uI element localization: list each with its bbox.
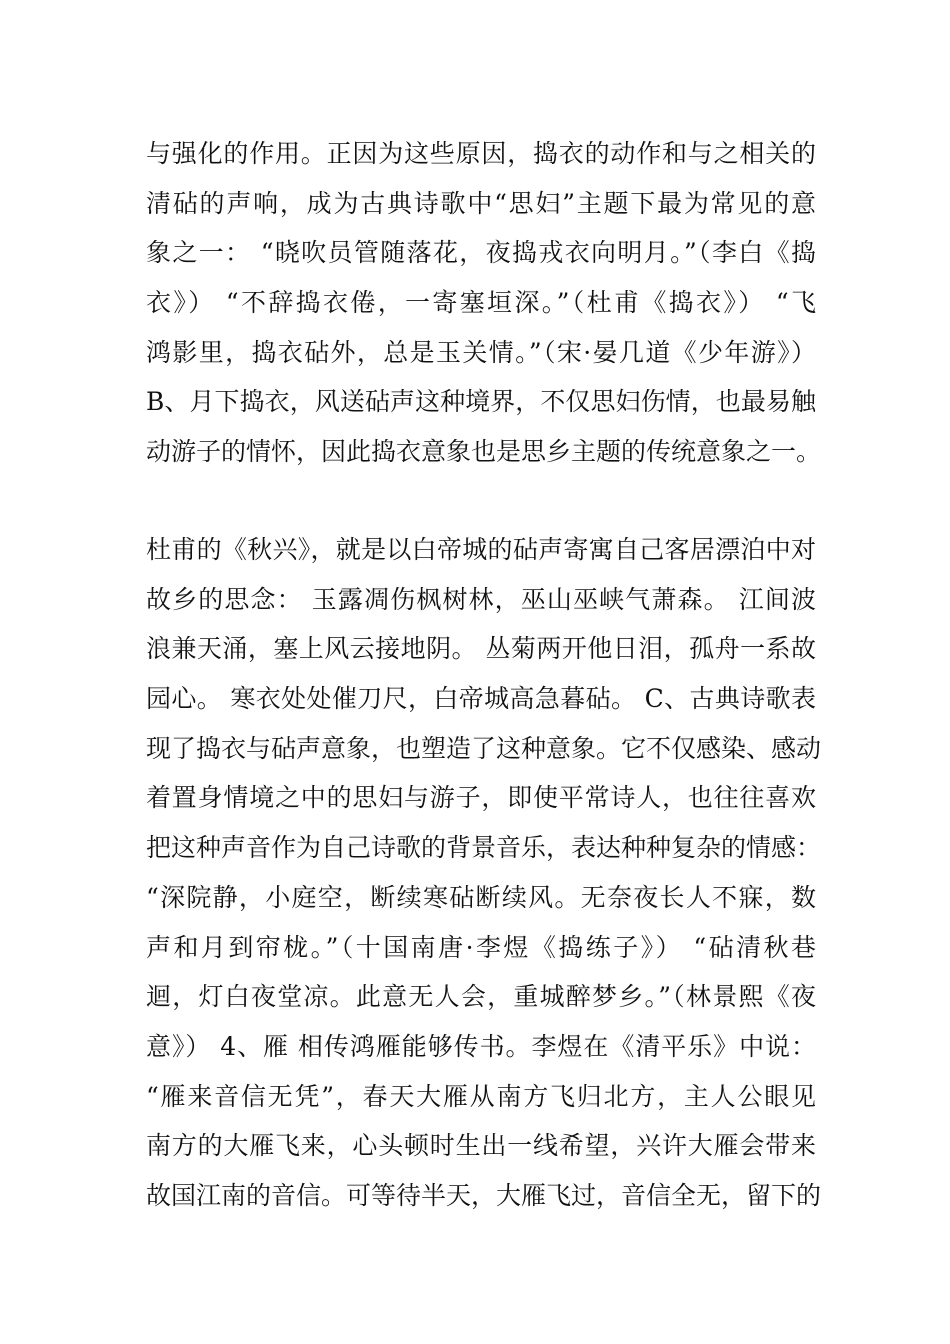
paragraph-dao-yi-intro xyxy=(146,129,822,477)
text-line: 南方的大雁飞来，心头顿时生出一线希望，兴许大雁会带来 xyxy=(146,1131,816,1161)
text-line: 故国江南的音信。可等待半天，大雁飞过，音信全无，留下的 xyxy=(146,1180,822,1210)
text-line: 故乡的思念： 玉露凋伤枫树林，巫山巫峡气萧森。 江间波 xyxy=(146,584,816,614)
text-line: “深院静，小庭空，断续寒砧断续风。无奈夜长人不寐，数 xyxy=(146,882,816,912)
text-line: 园心。 寒衣处处催刀尺，白帝城高急暮砧。 C、古典诗歌表 xyxy=(146,684,816,714)
text-line: B、月下捣衣，风送砧声这种境界，不仅思妇伤情，也最易触 xyxy=(146,387,816,417)
paragraph-qiu-xing-and-yan xyxy=(146,525,822,1221)
text-line: 浪兼天涌，塞上风云接地阴。 丛菊两开他日泪，孤舟一系故 xyxy=(146,634,816,664)
text-line: 衣》） “不辞捣衣倦，一寄塞垣深。”（杜甫《捣衣》） “飞 xyxy=(146,288,816,318)
text-line: 着置身情境之中的思妇与游子，即使平常诗人，也往往喜欢 xyxy=(146,783,816,813)
text-line: 声和月到帘栊。”（十国南唐·李煜《捣练子》） “砧清秋巷 xyxy=(146,932,816,962)
text-line: 象之一： “晓吹员管随落花，夜捣戎衣向明月。”（李白《捣 xyxy=(146,238,816,268)
text-line: 把这种声音作为自己诗歌的背景音乐，表达种种复杂的情感： xyxy=(146,833,822,863)
text-line: “雁来音信无凭”，春天大雁从南方飞归北方，主人公眼见 xyxy=(146,1081,816,1111)
text-line: 意》） 4、雁 相传鸿雁能够传书。李煜在《清平乐》中说： xyxy=(146,1031,816,1061)
text-line: 清砧的声响，成为古典诗歌中“思妇”主题下最为常见的意 xyxy=(146,188,816,218)
text-line: 迴，灯白夜堂凉。此意无人会，重城醉梦乡。”（林景熙《夜 xyxy=(146,982,816,1012)
text-line: 动游子的情怀，因此捣衣意象也是思乡主题的传统意象之一。 xyxy=(146,437,822,467)
text-line: 鸿影里，捣衣砧外，总是玉关情。”（宋·晏几道《少年游》） xyxy=(146,337,816,367)
text-line: 与强化的作用。正因为这些原因，捣衣的动作和与之相关的 xyxy=(146,139,816,168)
text-line: 现了捣衣与砧声意象，也塑造了这种意象。它不仅感染、感动 xyxy=(146,733,822,763)
text-line: 杜甫的《秋兴》，就是以白帝城的砧声寄寓自己客居漂泊中对 xyxy=(146,535,816,564)
